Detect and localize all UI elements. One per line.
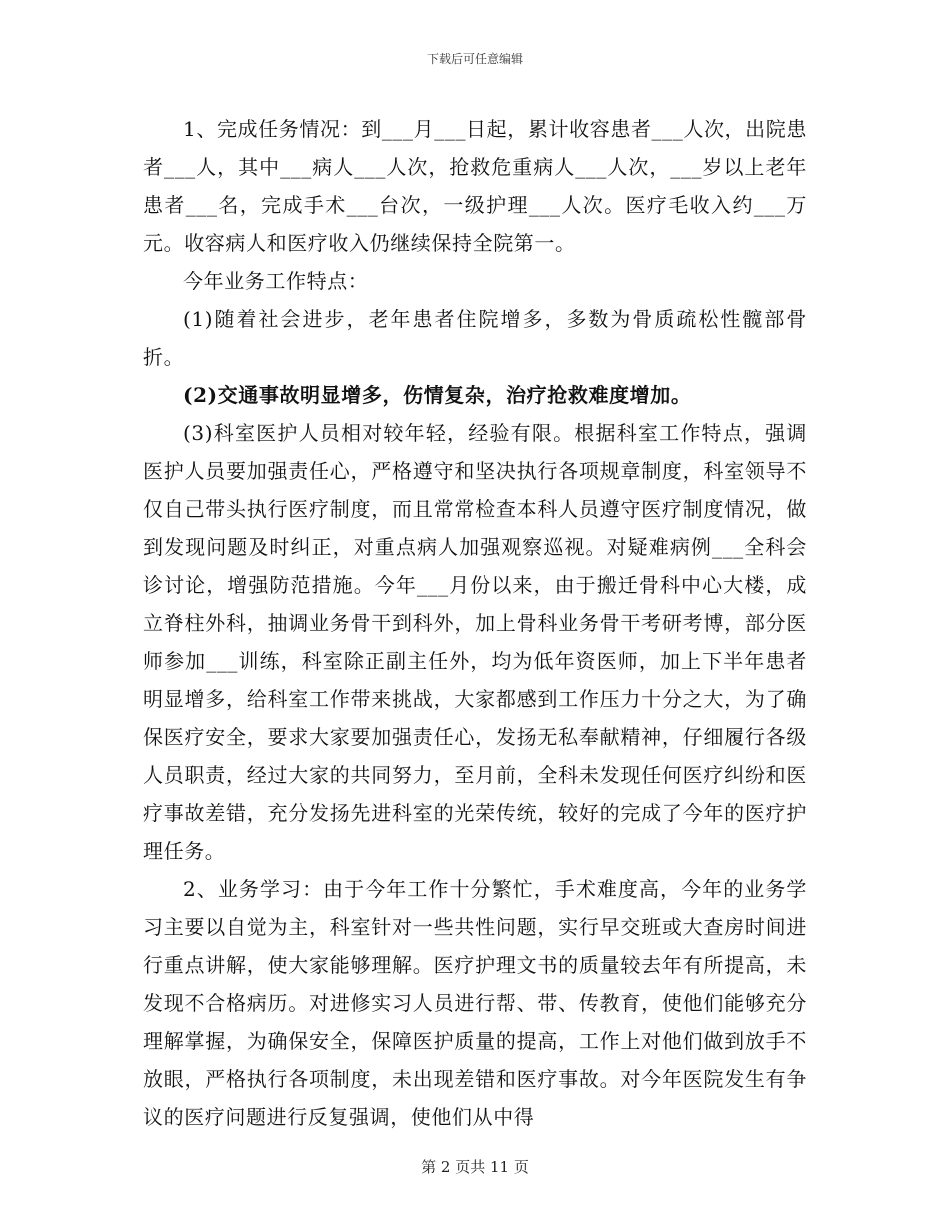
page-header: 下载后可任意编辑	[426, 52, 523, 66]
page-footer: 第 2 页共 11 页	[421, 1158, 529, 1176]
paragraph-feature-3: (3)科室医护人员相对较年轻，经验有限。根据科室工作特点，强调医护人员要加强责任心，严格遵守和坚决执行各项规章制度，科室领导不仅自己带头执行医疗制度，而且常常检查本科人员遵守医疗制度情况，做到发现问题及时纠正，对重点病人加强观察巡视。对疑难病例___全科会诊讨论，增强防范措施。今年___月份以来，由于搬迁骨科中心大楼，成立脊柱外科，抽调业务骨干到科外，加上骨科业务骨干考研考博，部分医师参加___训练，科室除正副主任外，均为低年资医师，加上下半年患者明显增多，给科室工作带来挑战，大家都感到工作压力十分之大，为了确保医疗安全，要求大家要加强责任心，发扬无私奉献精神，仔细履行各级人员职责，经过大家的共同努力，至月前，全科未发现任何医疗纠纷和医疗事故差错，充分发扬先进科室的光荣传统，较好的完成了今年的医疗护理任务。	[143, 421, 807, 863]
paragraph-task-completion: 1、完成任务情况：到___月___日起，累计收容患者___人次，出院患者___人，其中___病人___人次，抢救危重病人___人次，___岁以上老年患者___名，完成手术___台次，一级护理___人次。医疗毛收入约___万元。收容病人和医疗收入仍继续保持全院第一。	[143, 117, 807, 255]
paragraph-feature-2: (2)交通事故明显增多，伤情复杂，治疗抢救难度增加。	[183, 383, 692, 407]
paragraph-work-features-heading: 今年业务工作特点：	[183, 269, 369, 293]
document-body	[143, 110, 807, 1136]
paragraph-feature-1: (1)随着社会进步，老年患者住院增多，多数为骨质疏松性髋部骨折。	[143, 307, 807, 369]
paragraph-business-study: 2、业务学习：由于今年工作十分繁忙，手术难度高，今年的业务学习主要以自觉为主，科室针对一些共性问题，实行早交班或大查房时间进行重点讲解，使大家能够理解。医疗护理文书的质量较去年有所提高，未发现不合格病历。对进修实习人员进行帮、带、传教育，使他们能够充分理解掌握，为确保安全，保障医护质量的提高，工作上对他们做到放手不放眼，严格执行各项制度，未出现差错和医疗事故。对今年医院发生有争议的医疗问题进行反复强调，使他们从中得	[143, 877, 807, 1129]
